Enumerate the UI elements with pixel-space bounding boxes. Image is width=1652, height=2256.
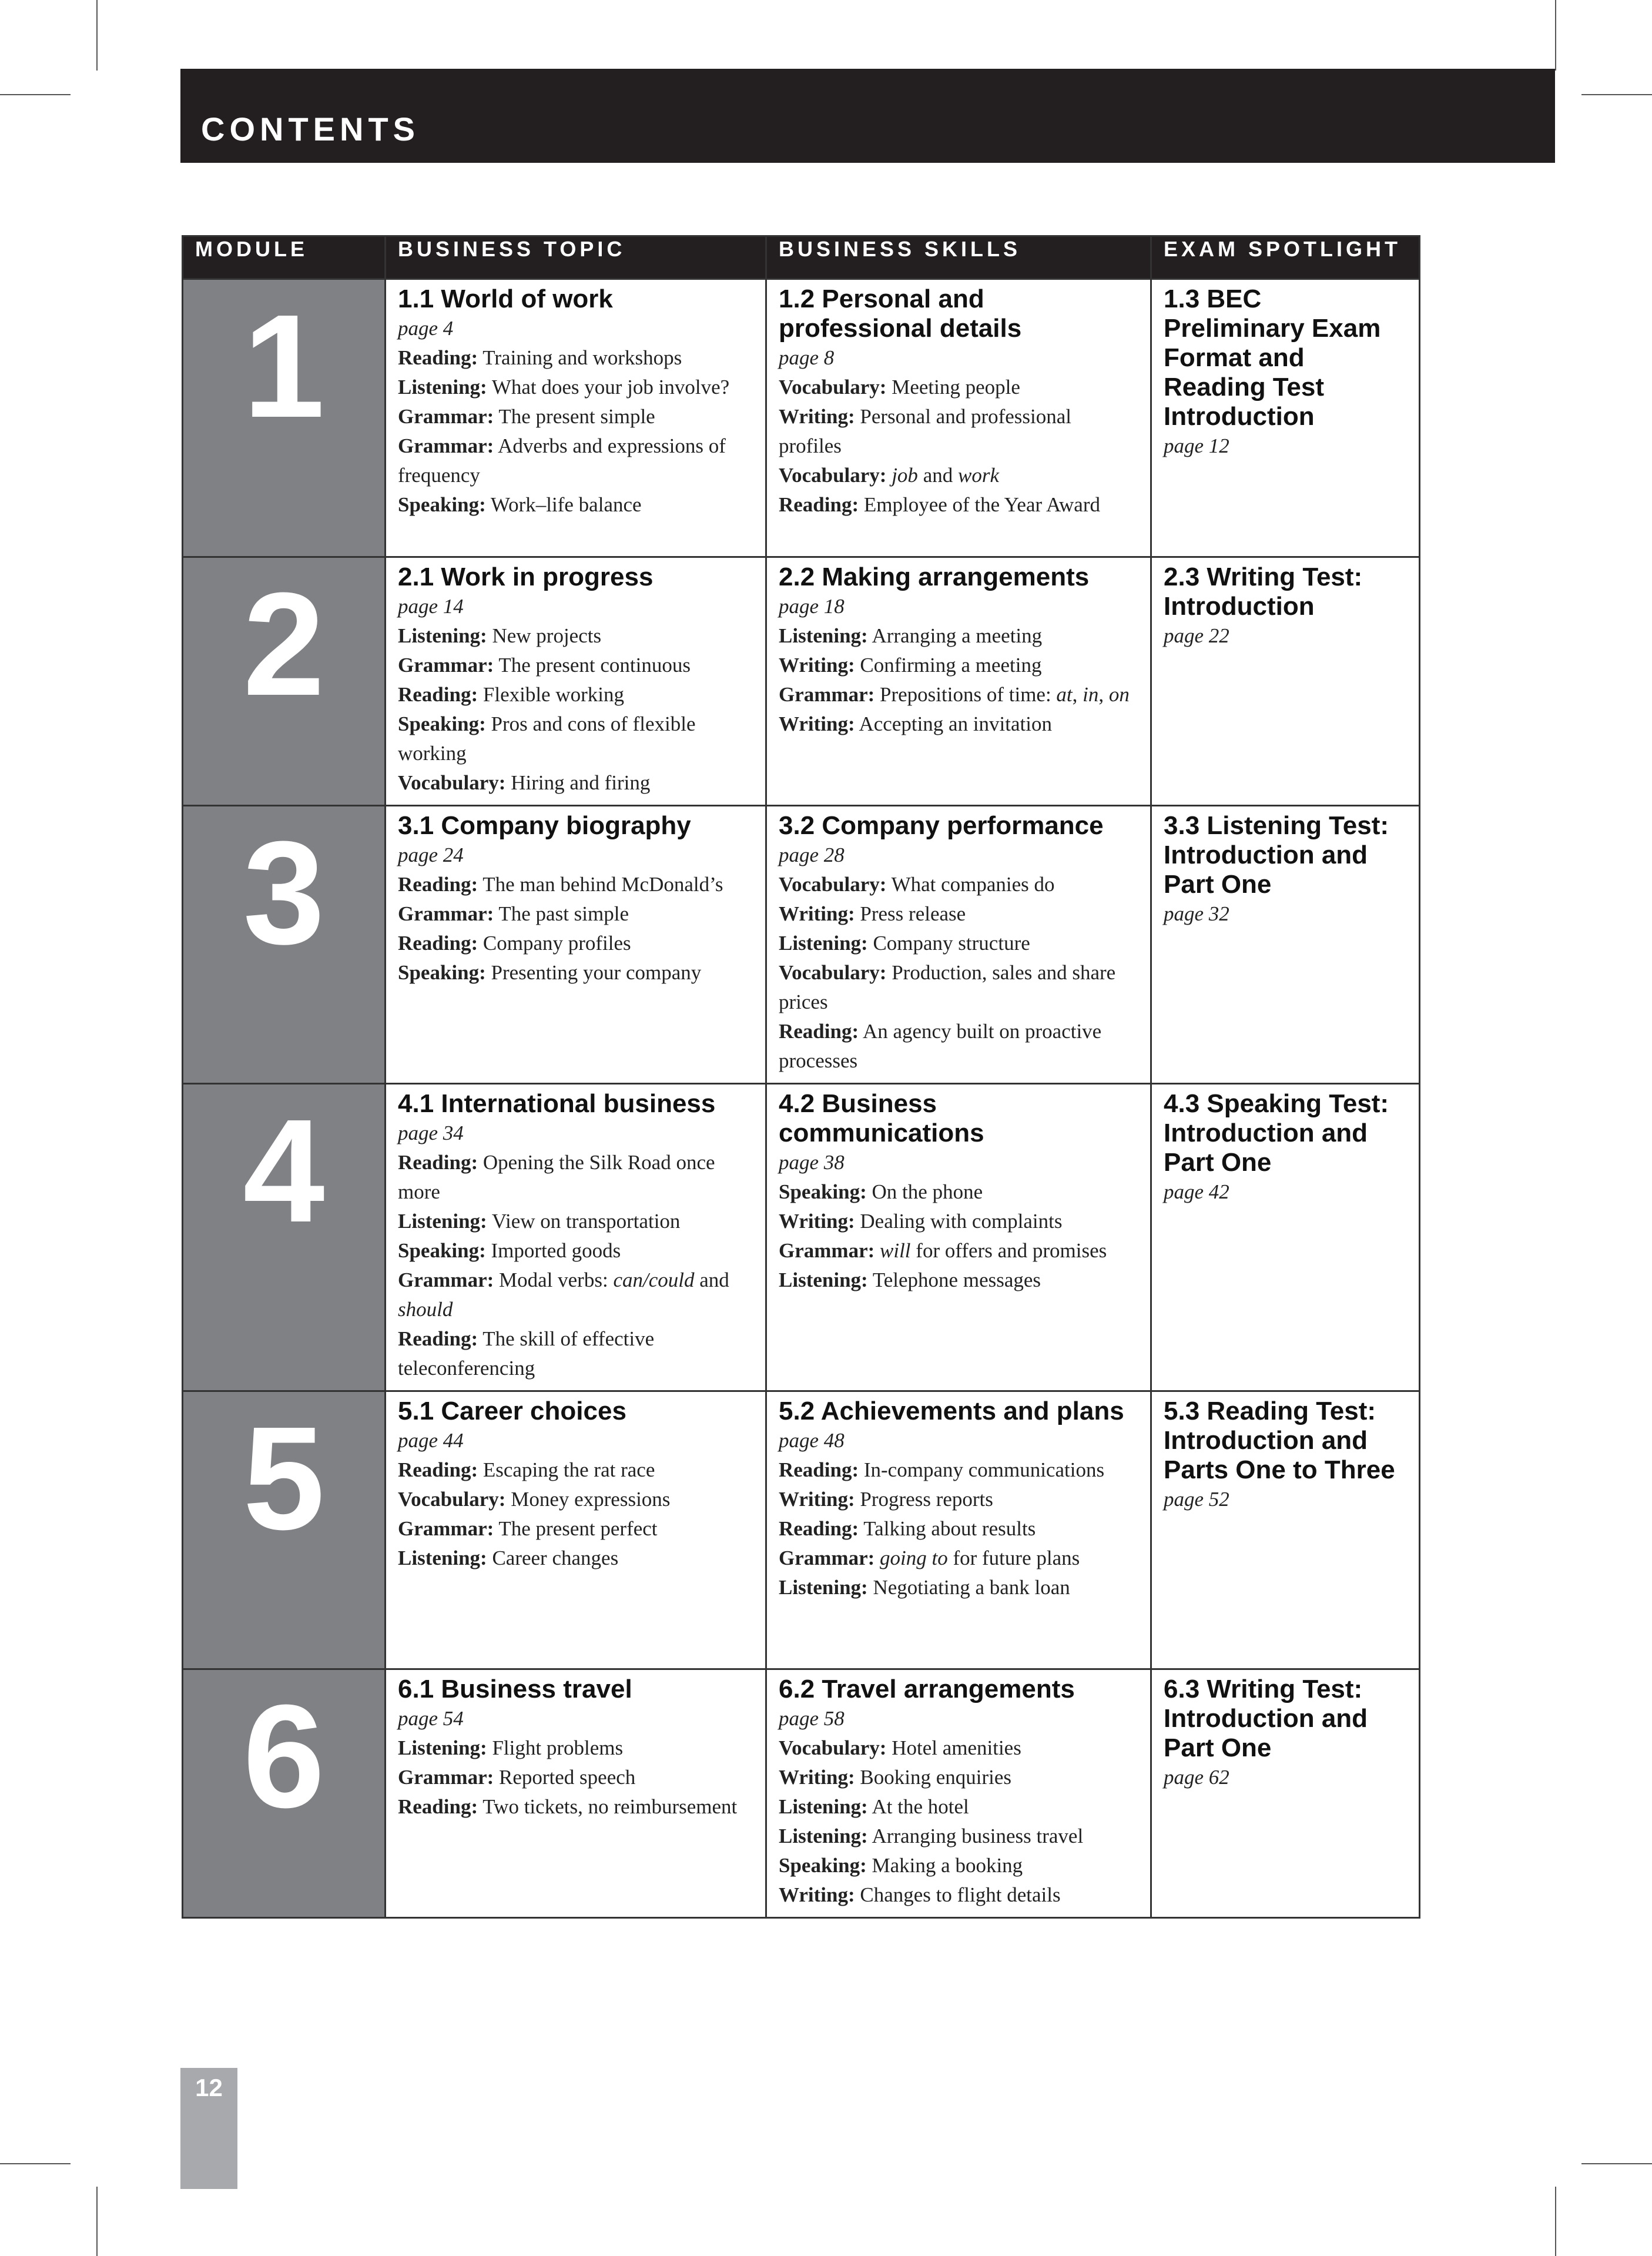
page-reference: page 24 (398, 844, 464, 866)
section-item (779, 1792, 1138, 1822)
item-text: The skill of effective teleconferencing (398, 1327, 655, 1380)
module-number: 1 (243, 284, 325, 448)
item-text: Hotel amenities (892, 1736, 1021, 1759)
business-topic-cell (386, 1669, 766, 1918)
business-skills-title: 6.2 Travel arrangements (779, 1675, 1075, 1703)
module-row (183, 1669, 1420, 1918)
item-label: Writing: (779, 654, 855, 677)
item-label: Grammar: (779, 683, 875, 706)
item-text: Modal verbs: can/could and should (398, 1268, 729, 1321)
item-text: Employee of the Year Award (863, 493, 1100, 516)
section-item (779, 1514, 1138, 1544)
module-number: 5 (243, 1396, 325, 1560)
item-text: In-company communications (863, 1458, 1105, 1481)
item-label: Grammar: (779, 1547, 875, 1569)
module-number-cell (183, 1391, 386, 1669)
business-topic-cell (386, 806, 766, 1084)
business-topic-cell (386, 1084, 766, 1391)
section-item (779, 1236, 1138, 1266)
section-item (398, 929, 753, 958)
item-label: Listening: (779, 1268, 868, 1291)
section-item (779, 680, 1138, 709)
item-label: Reading: (398, 346, 478, 369)
section-item (398, 899, 753, 929)
item-text: Pros and cons of flexible working (398, 712, 696, 765)
item-text: An agency built on proactive processes (779, 1020, 1102, 1072)
section-item (398, 1207, 753, 1236)
crop-mark (1581, 2163, 1652, 2164)
item-label: Grammar: (398, 1766, 494, 1789)
item-label: Reading: (779, 1458, 859, 1481)
section-item (779, 1017, 1138, 1076)
page-reference: page 58 (779, 1707, 845, 1730)
section-item (779, 929, 1138, 958)
crop-mark (96, 2187, 98, 2256)
item-text: Adverbs and expressions of frequency (398, 434, 726, 487)
exam-spotlight-title: 1.3 BEC Preliminary Exam Format and Reading Test Introduction (1164, 284, 1381, 431)
section-item (398, 1324, 753, 1383)
exam-spotlight-title: 6.3 Writing Test: Introduction and Part One (1164, 1675, 1368, 1762)
column-header-exam-spotlight: EXAM SPOTLIGHT (1151, 236, 1420, 279)
item-label: Reading: (398, 1151, 478, 1174)
module-row (183, 1084, 1420, 1391)
item-label: Listening: (779, 624, 868, 647)
contents-banner (180, 69, 1555, 163)
page-reference: page 32 (1164, 902, 1229, 925)
section-item (779, 1485, 1138, 1514)
item-text: The present simple (498, 405, 655, 428)
item-label: Listening: (398, 1210, 487, 1233)
item-text: Presenting your company (491, 961, 702, 984)
section-item (779, 899, 1138, 929)
business-topic-title: 3.1 Company biography (398, 811, 691, 840)
item-label: Listening: (398, 376, 487, 399)
page-reference: page 54 (398, 1707, 464, 1730)
business-skills-cell (766, 806, 1151, 1084)
business-topic-title: 6.1 Business travel (398, 1675, 632, 1703)
item-text: Accepting an invitation (859, 712, 1052, 735)
business-skills-cell (766, 557, 1151, 806)
section-item (398, 958, 753, 988)
item-label: Writing: (779, 1883, 855, 1906)
item-label: Grammar: (398, 1268, 494, 1291)
item-text: Confirming a meeting (860, 654, 1042, 677)
section-item (398, 490, 753, 520)
item-text: Meeting people (892, 376, 1020, 399)
item-label: Listening: (779, 932, 868, 955)
module-number-cell (183, 557, 386, 806)
section-item (398, 1148, 753, 1207)
exam-spotlight-cell (1151, 557, 1420, 806)
item-text: Training and workshops (482, 346, 682, 369)
item-label: Speaking: (398, 493, 486, 516)
section-item (779, 490, 1138, 520)
section-item (779, 1266, 1138, 1295)
module-row (183, 806, 1420, 1084)
item-text: New projects (492, 624, 602, 647)
module-number: 4 (243, 1089, 325, 1253)
page-number: 12 (195, 2074, 223, 2101)
item-text: Negotiating a bank loan (873, 1576, 1070, 1599)
item-label: Grammar: (779, 1239, 875, 1262)
page-reference: page 28 (779, 844, 845, 866)
page-reference: page 48 (779, 1429, 845, 1452)
section-item (779, 870, 1138, 899)
crop-mark (0, 94, 71, 95)
exam-spotlight-title: 2.3 Writing Test: Introduction (1164, 563, 1363, 621)
item-text: Flexible working (482, 683, 624, 706)
exam-spotlight-title: 4.3 Speaking Test: Introduction and Part One (1164, 1089, 1389, 1177)
page-reference: page 8 (779, 346, 835, 369)
exam-spotlight-cell (1151, 279, 1420, 557)
item-text: Telephone messages (872, 1268, 1041, 1291)
section-item (398, 402, 753, 431)
section-item (398, 373, 753, 402)
module-number-cell (183, 279, 386, 557)
item-label: Speaking: (398, 1239, 486, 1262)
item-text: Prepositions of time: at, in, on (880, 683, 1130, 706)
crop-mark (1555, 0, 1556, 71)
item-label: Reading: (398, 1795, 478, 1818)
crop-mark (96, 0, 98, 71)
page-reference: page 34 (398, 1122, 464, 1144)
section-item (779, 958, 1138, 1017)
section-item (779, 1455, 1138, 1485)
business-skills-title: 3.2 Company performance (779, 811, 1104, 840)
business-topic-title: 1.1 World of work (398, 284, 613, 313)
section-item (398, 431, 753, 490)
module-row (183, 1391, 1420, 1669)
page-reference: page 18 (779, 595, 845, 618)
business-skills-title: 4.2 Business communications (779, 1089, 984, 1147)
item-label: Writing: (779, 1210, 855, 1233)
item-text: Hiring and firing (511, 771, 651, 794)
section-item (779, 1733, 1138, 1763)
column-header-business-skills: BUSINESS SKILLS (766, 236, 1151, 279)
crop-mark (1555, 2187, 1556, 2256)
item-text: Flight problems (492, 1736, 624, 1759)
item-label: Grammar: (398, 1517, 494, 1540)
business-topic-cell (386, 557, 766, 806)
item-label: Reading: (398, 1458, 478, 1481)
page-number-tab (180, 2068, 237, 2189)
page-reference: page 52 (1164, 1488, 1229, 1511)
section-item (779, 709, 1138, 739)
item-text: Making a booking (872, 1854, 1023, 1877)
item-text: Two tickets, no reimbursement (482, 1795, 738, 1818)
business-topic-title: 2.1 Work in progress (398, 563, 654, 591)
item-label: Speaking: (398, 961, 486, 984)
page-title: CONTENTS (201, 111, 420, 148)
item-text: will for offers and promises (880, 1239, 1107, 1262)
business-skills-title: 1.2 Personal and professional details (779, 284, 1022, 343)
section-item (398, 1544, 753, 1573)
business-skills-cell (766, 1669, 1151, 1918)
item-label: Listening: (398, 1547, 487, 1569)
item-text: Arranging business travel (872, 1825, 1084, 1847)
item-label: Writing: (779, 902, 855, 925)
item-text: View on transportation (491, 1210, 681, 1233)
item-text: What companies do (891, 873, 1055, 896)
item-text: Personal and professional profiles (779, 405, 1072, 457)
business-skills-cell (766, 1391, 1151, 1669)
business-skills-title: 5.2 Achievements and plans (779, 1397, 1124, 1425)
item-label: Reading: (398, 873, 478, 896)
section-item (398, 870, 753, 899)
column-header-module: MODULE (183, 236, 386, 279)
business-skills-cell (766, 1084, 1151, 1391)
exam-spotlight-cell (1151, 1391, 1420, 1669)
page-reference: page 12 (1164, 434, 1229, 457)
business-skills-title: 2.2 Making arrangements (779, 563, 1090, 591)
item-text: Production, sales and share prices (779, 961, 1116, 1013)
item-label: Grammar: (398, 654, 494, 677)
item-label: Reading: (398, 932, 478, 955)
item-text: Money expressions (511, 1488, 671, 1511)
item-label: Reading: (398, 1327, 478, 1350)
business-topic-cell (386, 1391, 766, 1669)
item-label: Listening: (779, 1795, 868, 1818)
item-label: Vocabulary: (398, 771, 506, 794)
item-text: Dealing with complaints (860, 1210, 1063, 1233)
item-label: Writing: (779, 405, 855, 428)
exam-spotlight-title: 3.3 Listening Test: Introduction and Part One (1164, 811, 1389, 899)
column-header-business-topic: BUSINESS TOPIC (386, 236, 766, 279)
exam-spotlight-title: 5.3 Reading Test: Introduction and Parts One to Three (1164, 1397, 1395, 1484)
page-reference: page 42 (1164, 1180, 1229, 1203)
item-label: Grammar: (398, 902, 494, 925)
module-number: 6 (243, 1674, 325, 1838)
section-item (398, 1485, 753, 1514)
section-item (779, 1851, 1138, 1880)
item-text: The past simple (498, 902, 629, 925)
section-item (398, 1763, 753, 1792)
section-item (779, 1763, 1138, 1792)
section-item (398, 1236, 753, 1266)
page-reference: page 38 (779, 1151, 845, 1174)
item-text: The present perfect (498, 1517, 658, 1540)
item-text: Arranging a meeting (872, 624, 1043, 647)
business-topic-title: 4.1 International business (398, 1089, 716, 1118)
item-text: going to for future plans (880, 1547, 1080, 1569)
item-label: Listening: (398, 624, 487, 647)
section-item (398, 1792, 753, 1822)
item-label: Vocabulary: (779, 376, 887, 399)
item-label: Speaking: (398, 712, 486, 735)
item-label: Vocabulary: (779, 1736, 887, 1759)
page-reference: page 44 (398, 1429, 464, 1452)
item-text: Imported goods (491, 1239, 621, 1262)
section-item (398, 651, 753, 680)
item-text: The present continuous (498, 654, 691, 677)
item-text: Work–life balance (490, 493, 642, 516)
module-row (183, 279, 1420, 557)
page-reference: page 62 (1164, 1766, 1229, 1789)
item-text: Company structure (873, 932, 1030, 955)
section-item (779, 461, 1138, 490)
section-item (779, 402, 1138, 461)
table-header-row (183, 236, 1420, 279)
item-label: Speaking: (779, 1854, 867, 1877)
section-item (779, 621, 1138, 651)
section-item (398, 621, 753, 651)
business-topic-cell (386, 279, 766, 557)
item-text: Talking about results (863, 1517, 1036, 1540)
item-label: Vocabulary: (779, 464, 887, 487)
section-item (779, 373, 1138, 402)
page-reference: page 4 (398, 317, 454, 340)
item-text: Company profiles (482, 932, 631, 955)
section-item (398, 1455, 753, 1485)
section-item (779, 1822, 1138, 1851)
contents-table (182, 235, 1420, 1919)
module-number-cell (183, 1669, 386, 1918)
exam-spotlight-cell (1151, 1084, 1420, 1391)
section-item (398, 680, 753, 709)
module-number-cell (183, 806, 386, 1084)
section-item (398, 1266, 753, 1324)
exam-spotlight-cell (1151, 1669, 1420, 1918)
item-text: On the phone (872, 1180, 983, 1203)
business-skills-cell (766, 279, 1151, 557)
section-item (779, 1207, 1138, 1236)
section-item (398, 709, 753, 768)
item-label: Writing: (779, 712, 855, 735)
item-text: What does your job involve? (491, 376, 730, 399)
item-label: Vocabulary: (398, 1488, 506, 1511)
exam-spotlight-cell (1151, 806, 1420, 1084)
item-text: job and work (892, 464, 999, 487)
item-text: Changes to flight details (860, 1883, 1061, 1906)
section-item (398, 1733, 753, 1763)
page-reference: page 14 (398, 595, 464, 618)
section-item (779, 1544, 1138, 1573)
item-label: Reading: (398, 683, 478, 706)
item-label: Grammar: (398, 405, 494, 428)
section-item (398, 1514, 753, 1544)
section-item (398, 343, 753, 373)
section-item (779, 1177, 1138, 1207)
module-number-cell (183, 1084, 386, 1391)
crop-mark (1581, 94, 1652, 95)
module-number: 3 (243, 811, 325, 975)
item-label: Listening: (779, 1576, 868, 1599)
item-text: Career changes (492, 1547, 619, 1569)
business-topic-title: 5.1 Career choices (398, 1397, 626, 1425)
section-item (779, 1880, 1138, 1910)
item-label: Reading: (779, 1020, 859, 1043)
item-label: Reading: (779, 493, 859, 516)
item-text: Reported speech (499, 1766, 636, 1789)
item-label: Writing: (779, 1488, 855, 1511)
page-reference: page 22 (1164, 624, 1229, 647)
section-item (779, 651, 1138, 680)
item-text: The man behind McDonald’s (482, 873, 723, 896)
item-label: Listening: (398, 1736, 487, 1759)
item-label: Writing: (779, 1766, 855, 1789)
item-text: Opening the Silk Road once more (398, 1151, 715, 1203)
module-row (183, 557, 1420, 806)
crop-mark (0, 2163, 71, 2164)
item-text: Press release (860, 902, 966, 925)
section-item (779, 1573, 1138, 1602)
item-label: Listening: (779, 1825, 868, 1847)
section-item (398, 768, 753, 798)
item-label: Speaking: (779, 1180, 867, 1203)
item-label: Vocabulary: (779, 961, 887, 984)
item-text: At the hotel (872, 1795, 969, 1818)
item-label: Vocabulary: (779, 873, 887, 896)
item-text: Escaping the rat race (482, 1458, 655, 1481)
item-label: Reading: (779, 1517, 859, 1540)
item-text: Booking enquiries (860, 1766, 1012, 1789)
item-label: Grammar: (398, 434, 494, 457)
item-text: Progress reports (860, 1488, 993, 1511)
module-number: 2 (243, 562, 325, 726)
